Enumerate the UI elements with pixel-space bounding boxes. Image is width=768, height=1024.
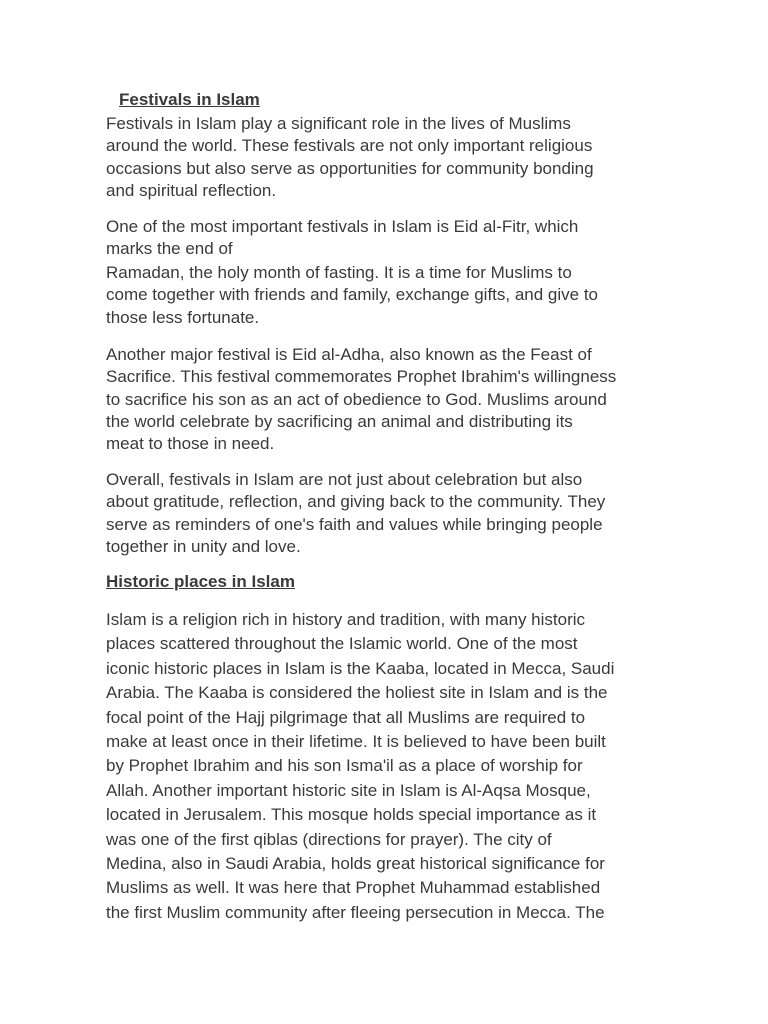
text-line: was one of the first qiblas (directions for prayer). The city of xyxy=(106,829,552,849)
paragraph-4 xyxy=(106,344,681,455)
text-line: serve as reminders of one's faith and values while bringing people xyxy=(106,514,603,534)
paragraph-3 xyxy=(106,262,681,329)
text-line: the world celebrate by sacrificing an animal and distributing its xyxy=(106,411,573,431)
text-line: located in Jerusalem. This mosque holds special importance as it xyxy=(106,805,597,825)
text-line: and spiritual reflection. xyxy=(106,180,277,200)
text-line: Festivals in Islam play a significant role in the lives of Muslims xyxy=(106,114,571,133)
text-line: Another major festival is Eid al-Adha, also known as the Feast of xyxy=(106,345,592,364)
text-line: Islam is a religion rich in history and tradition, with many historic xyxy=(106,610,586,629)
text-line: One of the most important festivals in Islam is Eid al-Fitr, which xyxy=(106,217,579,236)
text-line: to sacrifice his son as an act of obedience to God. Muslims around xyxy=(106,389,607,409)
paragraph-1 xyxy=(106,113,681,202)
text-line: occasions but also serve as opportunities for community bonding xyxy=(106,158,594,178)
heading-historic-places-in-islam: Historic places in Islam xyxy=(106,572,295,591)
text-line: those less fortunate. xyxy=(106,307,260,327)
paragraph-5 xyxy=(106,469,681,558)
heading-festivals-in-islam: Festivals in Islam xyxy=(119,90,260,109)
text-line: Allah. Another important historic site in Islam is Al-Aqsa Mosque, xyxy=(106,780,591,800)
text-line: places scattered throughout the Islamic world. One of the most xyxy=(106,634,578,654)
text-line: the first Muslim community after fleeing persecution in Mecca. The xyxy=(106,902,605,922)
text-line: around the world. These festivals are not only important religious xyxy=(106,136,593,156)
text-line: Sacrifice. This festival commemorates Prophet Ibrahim's willingness xyxy=(106,367,617,387)
text-line: marks the end of xyxy=(106,239,233,259)
paragraph-2 xyxy=(106,216,681,261)
text-line: Medina, also in Saudi Arabia, holds great historical significance for xyxy=(106,854,605,874)
text-line: iconic historic places in Islam is the Kaaba, located in Mecca, Saudi xyxy=(106,658,615,678)
text-line: meat to those in need. xyxy=(106,434,275,454)
text-line: together in unity and love. xyxy=(106,536,301,556)
text-line: Arabia. The Kaaba is considered the holiest site in Islam and is the xyxy=(106,683,608,703)
text-line: about gratitude, reflection, and giving back to the community. They xyxy=(106,492,606,512)
text-line: Muslims as well. It was here that Prophet Muhammad established xyxy=(106,878,601,898)
text-line: by Prophet Ibrahim and his son Isma'il as a place of worship for xyxy=(106,756,583,776)
text-line: Ramadan, the holy month of fasting. It is a time for Muslims to xyxy=(106,263,572,282)
paragraph-6 xyxy=(106,608,681,925)
text-line: come together with friends and family, exchange gifts, and give to xyxy=(106,285,599,305)
text-line: focal point of the Hajj pilgrimage that all Muslims are required to xyxy=(106,707,586,727)
text-line: Overall, festivals in Islam are not just about celebration but also xyxy=(106,470,583,489)
text-line: make at least once in their lifetime. It is believed to have been built xyxy=(106,732,606,752)
